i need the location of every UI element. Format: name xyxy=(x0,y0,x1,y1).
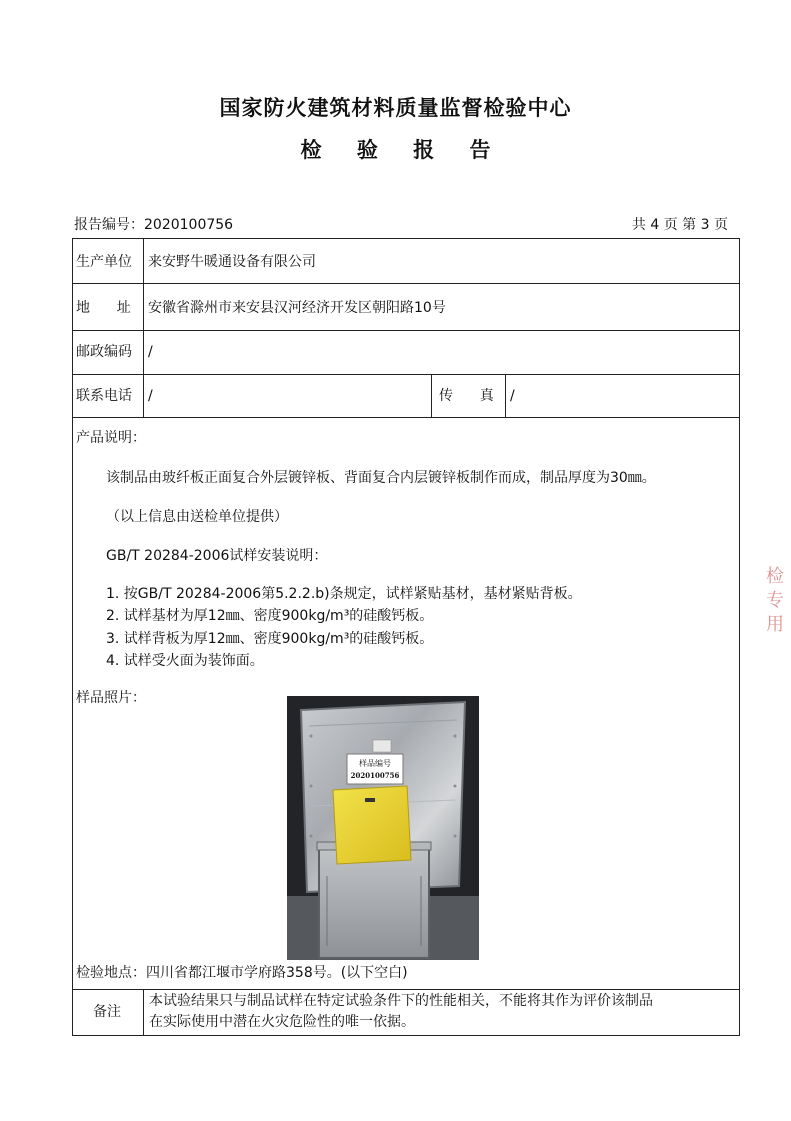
fax-value: / xyxy=(510,388,515,404)
row-divider xyxy=(73,374,739,375)
install-item: 3. 试样背板为厚12㎜、密度900kg/m³的硅酸钙板。 xyxy=(106,631,434,647)
sample-photo xyxy=(287,696,479,960)
product-section-label: 产品说明： xyxy=(76,430,146,446)
column-divider xyxy=(431,374,432,417)
install-title: GB/T 20284-2006试样安装说明： xyxy=(106,548,328,564)
column-divider xyxy=(505,374,506,417)
row-divider xyxy=(73,283,739,284)
document-title: 检 验 报 告 xyxy=(300,138,505,162)
remark-line: 在实际使用中潜在火灾危险性的唯一依据。 xyxy=(149,1014,415,1030)
producer-label: 生产单位 xyxy=(76,254,132,270)
photo-label: 样品照片： xyxy=(76,690,146,706)
test-location: 检验地点：四川省都江堰市学府路358号。(以下空白) xyxy=(76,965,408,981)
install-item: 2. 试样基材为厚12㎜、密度900kg/m³的硅酸钙板。 xyxy=(106,608,434,624)
address-value: 安徽省滁州市来安县汉河经济开发区朝阳路10号 xyxy=(148,300,446,316)
producer-value: 来安野牛暖通设备有限公司 xyxy=(148,254,316,270)
product-description: 该制品由玻纤板正面复合外层镀锌板、背面复合内层镀锌板制作而成，制品厚度为30㎜。 xyxy=(106,470,656,486)
report-number-label: 报告编号： xyxy=(74,217,144,233)
phone-label: 联系电话 xyxy=(76,388,132,404)
address-label: 地 址 xyxy=(76,300,131,316)
row-divider xyxy=(73,330,739,331)
inspection-stamp xyxy=(764,565,791,715)
remark-line: 本试验结果只与制品试样在特定试验条件下的性能相关，不能将其作为评价该制品 xyxy=(149,993,653,1009)
row-divider xyxy=(73,417,739,418)
phone-value: / xyxy=(148,388,153,404)
fax-label: 传 真 xyxy=(439,388,494,404)
remark-label: 备注 xyxy=(93,1004,121,1020)
report-table xyxy=(72,238,740,1036)
sample-tag-number: 2020100756 xyxy=(350,771,400,780)
source-note: （以上信息由送检单位提供） xyxy=(106,509,288,525)
install-item: 4. 试样受火面为装饰面。 xyxy=(106,653,264,669)
install-item: 1. 按GB/T 20284-2006第5.2.2.b)条规定，试样紧贴基材，基材紧贴背板。 xyxy=(106,586,582,602)
report-number-value: 2020100756 xyxy=(144,217,234,233)
sample-photo-image xyxy=(287,696,479,960)
postcode-value: / xyxy=(148,344,153,360)
column-divider xyxy=(143,239,144,417)
stamp-char: 检 xyxy=(766,566,784,587)
organization-title: 国家防火建筑材料质量监督检验中心 xyxy=(219,96,572,120)
report-number xyxy=(74,214,233,234)
stamp-char: 用 xyxy=(766,614,784,635)
page-info: 共 4 页 第 3 页 xyxy=(631,217,728,233)
stamp-char: 专 xyxy=(766,590,784,611)
postcode-label: 邮政编码 xyxy=(76,344,132,360)
sample-tag-title: 样品编号 xyxy=(359,759,391,768)
column-divider xyxy=(143,989,144,1035)
row-divider xyxy=(73,989,739,990)
